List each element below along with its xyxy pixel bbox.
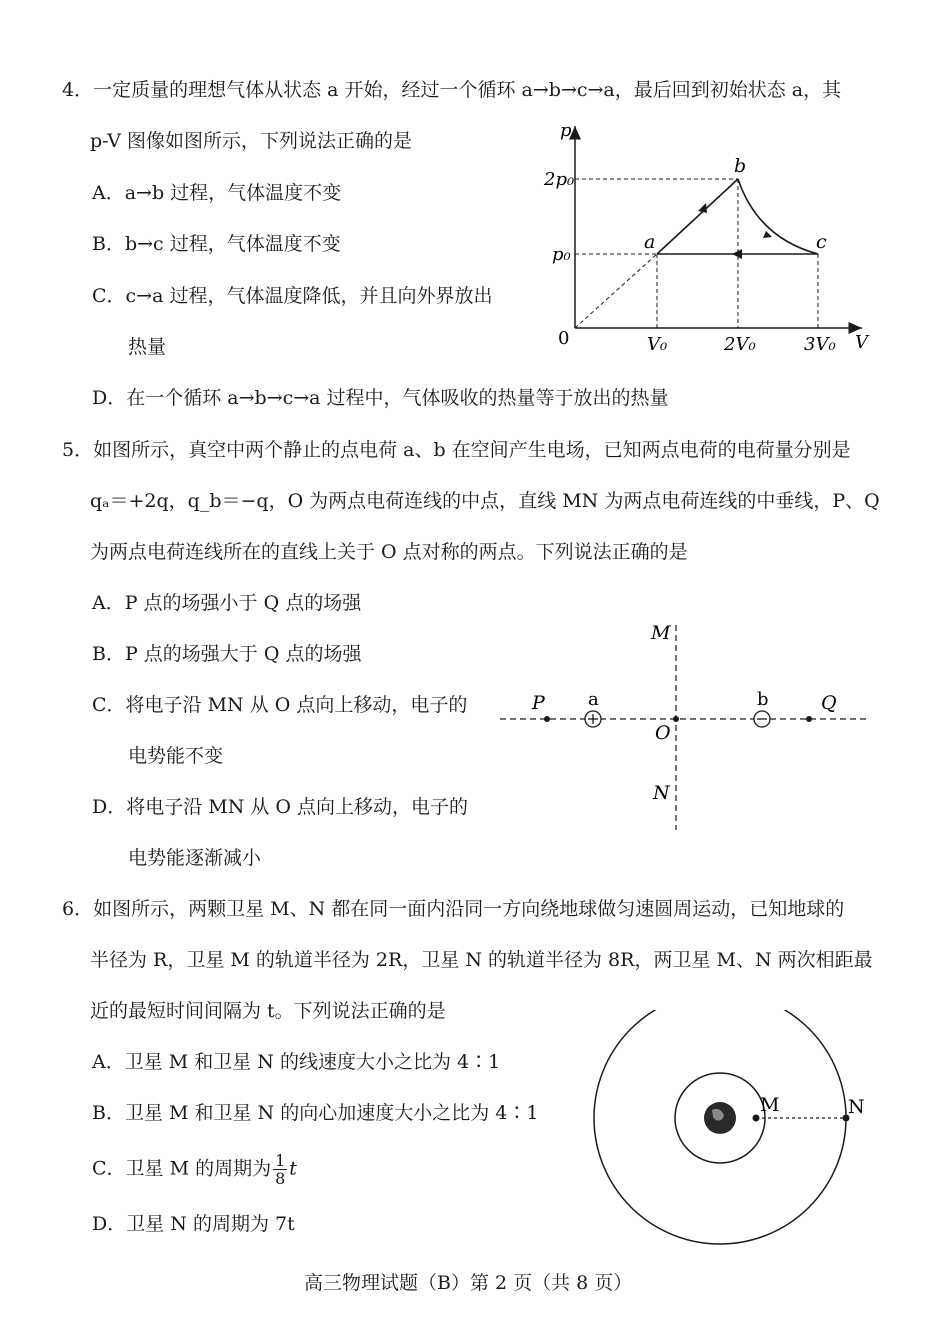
tick-2p0: 2p₀ (544, 169, 575, 190)
q5-option-b: B．P 点的场强大于 Q 点的场强 (92, 643, 362, 665)
q4-option-a: A．a→b 过程，气体温度不变 (92, 182, 342, 204)
fraction-one-eighth (273, 1152, 287, 1187)
pv-diagram (540, 118, 880, 358)
q5-stem-line2: qₐ＝+2q，q_b＝−q，O 为两点电荷连线的中点，直线 MN 为两点电荷连线的中垂线，P、Q (90, 490, 880, 512)
v-axis-label: V (855, 332, 868, 353)
label-b: b (757, 689, 769, 710)
label-satellite-n: N (848, 1096, 865, 1118)
process-a-to-b (657, 179, 738, 254)
q5-option-c: C．将电子沿 MN 从 O 点向上移动，电子的 (92, 694, 468, 716)
tick-p0: p₀ (552, 244, 571, 265)
tick-3v0: 3V₀ (804, 334, 836, 355)
state-b-label: b (734, 155, 747, 177)
charge-diagram (495, 615, 875, 835)
q4-stem-line1: 4．一定质量的理想气体从状态 a 开始，经过一个循环 a→b→c→a，最后回到初始状态 a，其 (62, 79, 842, 101)
label-m: M (651, 622, 671, 644)
point-q (806, 716, 812, 722)
label-n: N (653, 782, 670, 804)
q6-option-c-suffix: t (289, 1157, 297, 1180)
page-footer: 高三物理试题（B）第 2 页（共 8 页） (304, 1272, 633, 1294)
label-o: O (655, 722, 671, 744)
q5-option-d-cont: 电势能逐渐减小 (128, 847, 262, 869)
satellite-m (753, 1115, 760, 1122)
q4-option-c: C．c→a 过程，气体温度降低，并且向外界放出 (92, 285, 493, 307)
tick-2v0: 2V₀ (724, 334, 756, 355)
origin-label: 0 (558, 328, 570, 349)
q5-option-c-cont: 电势能不变 (128, 745, 224, 767)
fraction-numerator: 1 (275, 1151, 286, 1170)
q6-option-c-prefix: C．卫星 M 的周期为 (92, 1157, 272, 1180)
label-p: P (532, 692, 545, 714)
q6-option-c (92, 1152, 297, 1187)
q5-stem-line1: 5．如图所示，真空中两个静止的点电荷 a、b 在空间产生电场，已知两点电荷的电荷量分别是 (62, 439, 851, 461)
label-a: a (588, 689, 599, 710)
orbit-diagram (580, 1010, 880, 1250)
process-b-to-c (738, 179, 818, 254)
tick-v0: V₀ (647, 334, 668, 355)
charge-a-positive (585, 711, 601, 727)
q4-stem-line2: p-V 图像如图所示，下列说法正确的是 (90, 130, 412, 152)
charge-b-negative (754, 711, 770, 727)
q4-option-b: B．b→c 过程，气体温度不变 (92, 233, 341, 255)
q6-option-a: A．卫星 M 和卫星 N 的线速度大小之比为 4∶1 (92, 1051, 501, 1073)
q6-option-b: B．卫星 M 和卫星 N 的向心加速度大小之比为 4∶1 (92, 1102, 539, 1124)
q4-option-d: D．在一个循环 a→b→c→a 过程中，气体吸收的热量等于放出的热量 (92, 387, 669, 409)
q6-stem-line3: 近的最短时间间隔为 t。下列说法正确的是 (90, 1000, 446, 1022)
q6-stem-line1: 6．如图所示，两颗卫星 M、N 都在同一面内沿同一方向绕地球做匀速圆周运动，已知地球的 (62, 898, 845, 920)
label-satellite-m: M (760, 1094, 780, 1116)
state-a-label: a (644, 231, 656, 253)
q6-option-d: D．卫星 N 的周期为 7t (92, 1213, 295, 1235)
q6-stem-line2: 半径为 R，卫星 M 的轨道半径为 2R，卫星 N 的轨道半径为 8R，两卫星 M、N 两次相距最 (90, 949, 873, 971)
q5-option-a: A．P 点的场强小于 Q 点的场强 (92, 592, 362, 614)
fraction-denominator: 8 (275, 1169, 286, 1188)
p-axis-label: p (560, 120, 572, 141)
q5-stem-line3: 为两点电荷连线所在的直线上关于 O 点对称的两点。下列说法正确的是 (90, 541, 688, 563)
point-p (544, 716, 550, 722)
state-c-label: c (816, 231, 827, 253)
q5-option-d: D．将电子沿 MN 从 O 点向上移动，电子的 (92, 796, 469, 818)
q4-option-c-cont: 热量 (128, 336, 167, 358)
label-q: Q (821, 692, 837, 714)
